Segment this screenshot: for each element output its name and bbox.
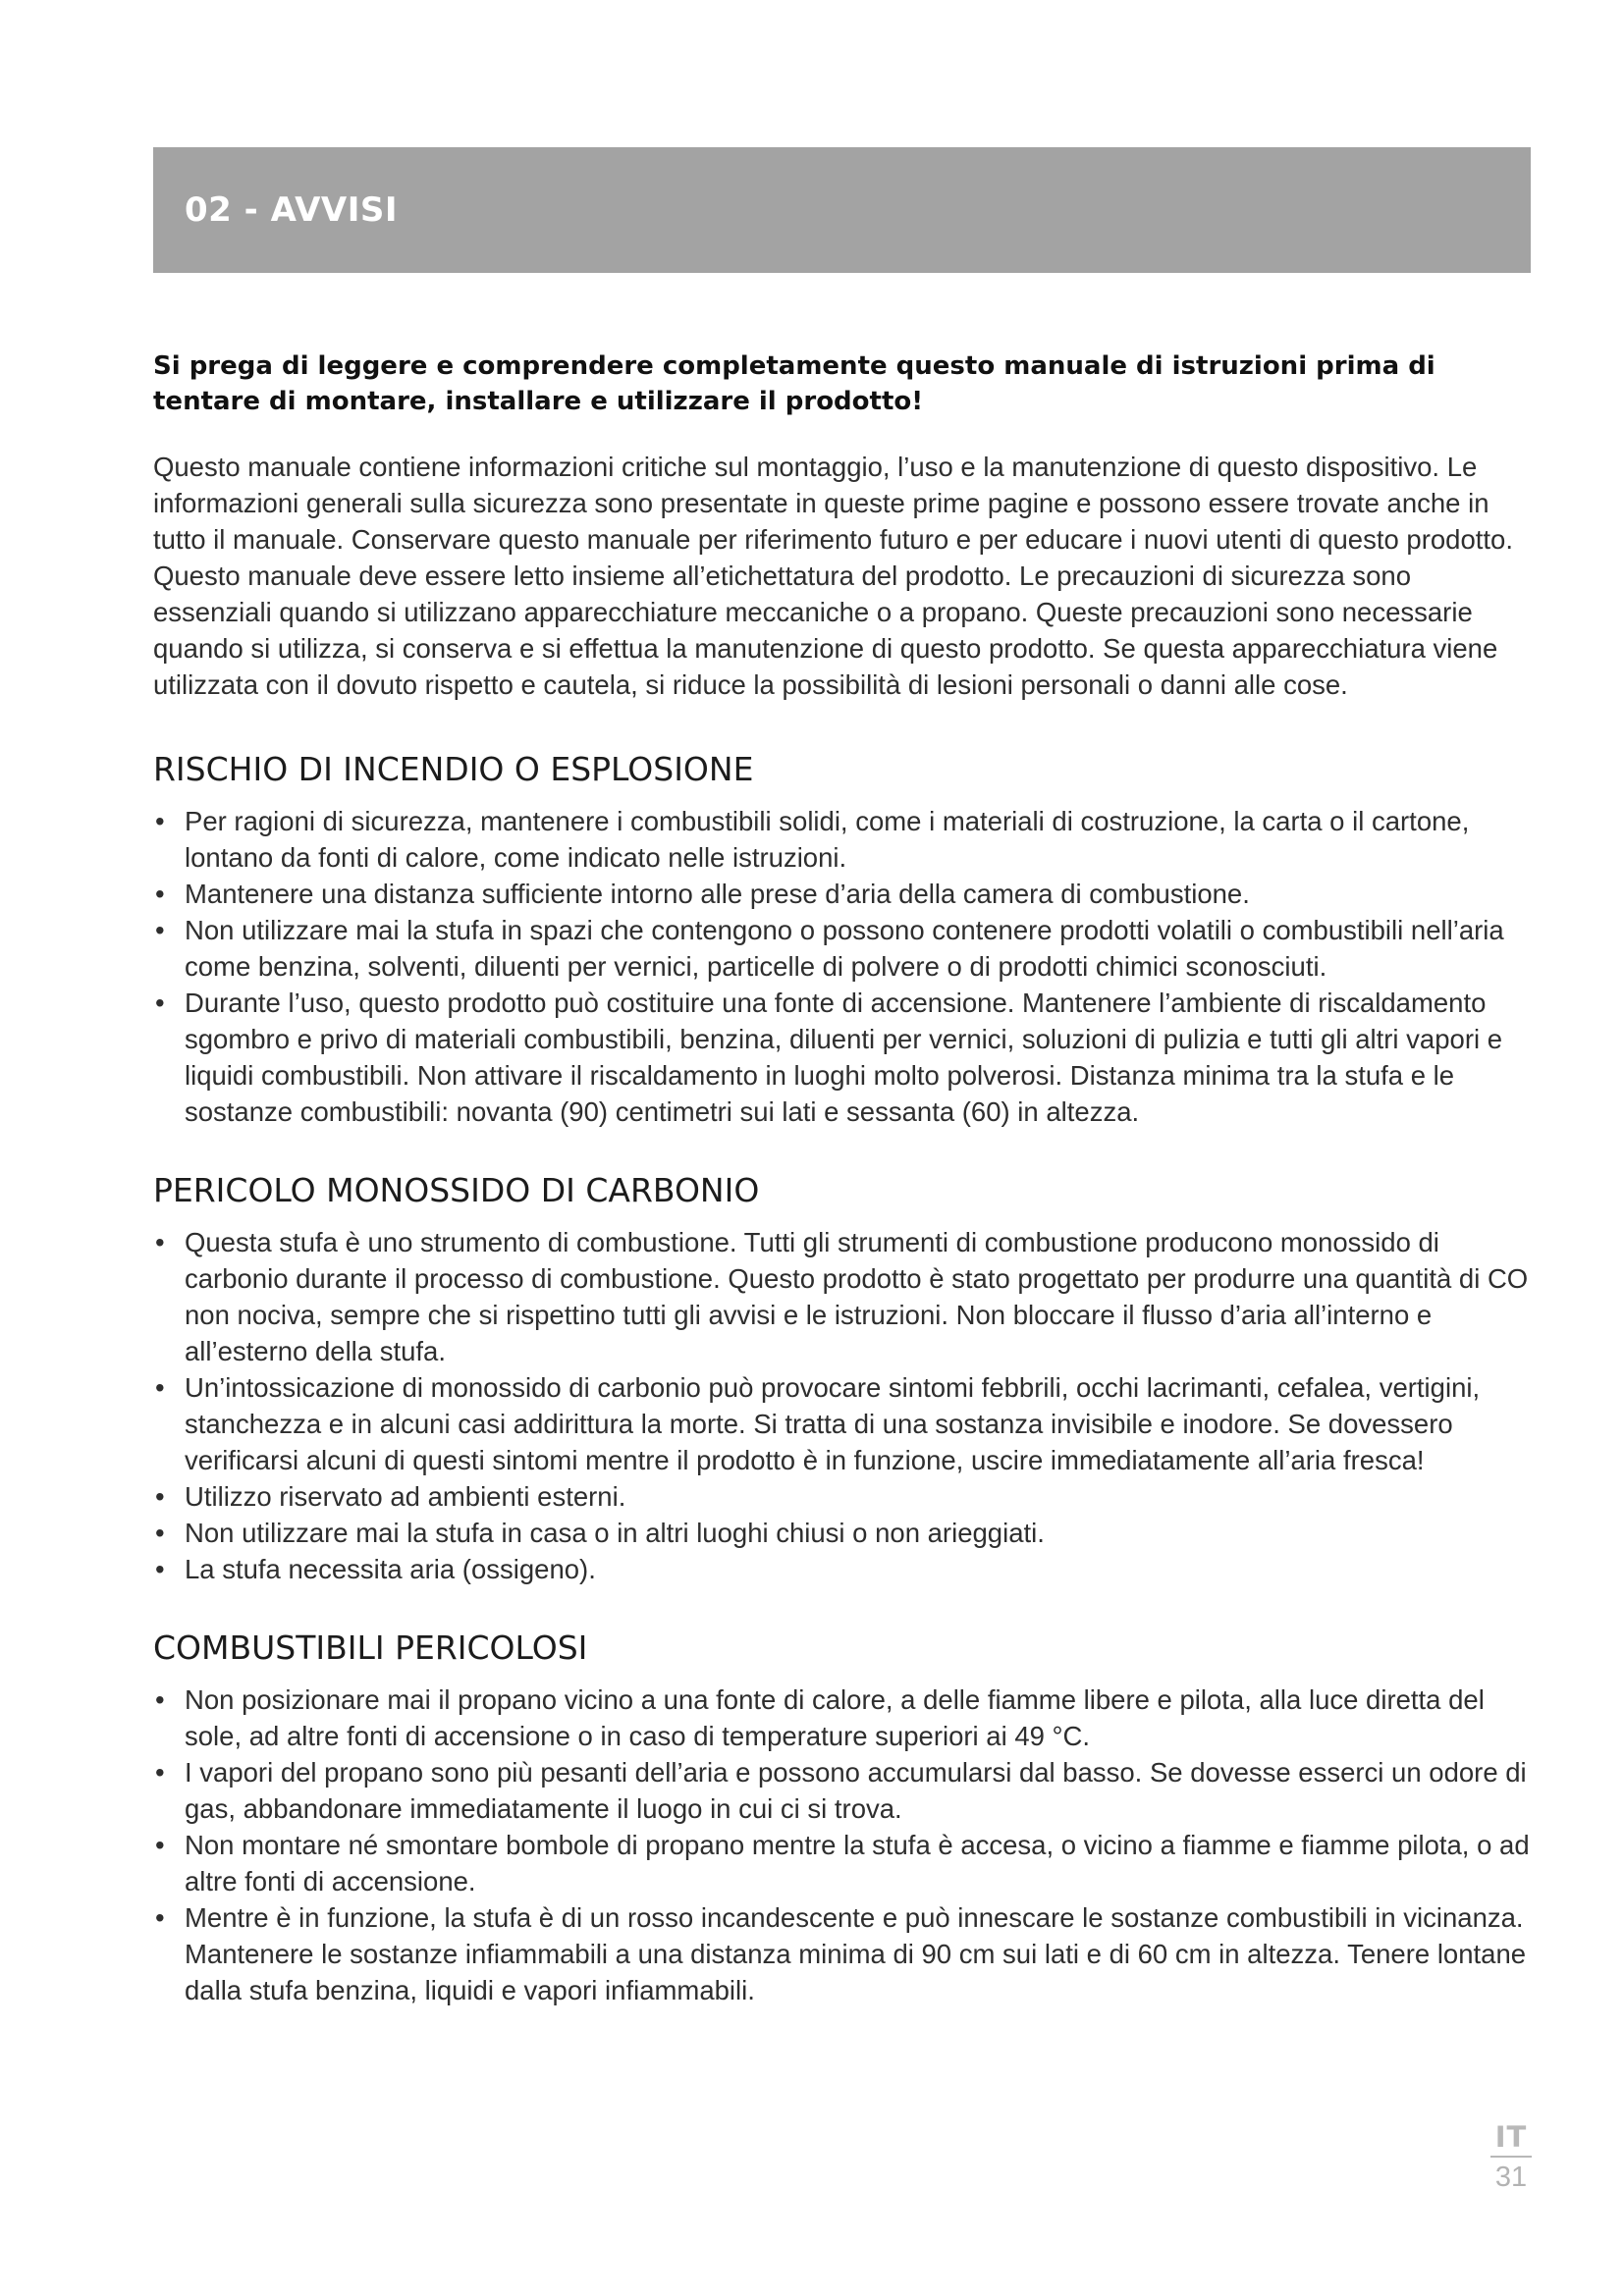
list-item xyxy=(153,1478,1531,1515)
bullet-icon: • xyxy=(155,1372,165,1403)
bullet-icon: • xyxy=(155,1684,165,1715)
page-marker-divider xyxy=(1490,2156,1532,2158)
fire-risk-list xyxy=(153,803,1531,1130)
list-item xyxy=(153,1827,1531,1899)
bullet-icon: • xyxy=(155,1902,165,1933)
bullet-icon: • xyxy=(155,1518,165,1548)
list-item-text: Non utilizzare mai la stufa in spazi che contengono o possono contenere prodotti volatili o combustibili nell’aria come benzina, solventi, diluenti per vernici, particelle di polvere o di prodotti chimici sconosciuti. xyxy=(185,915,1504,982)
bullet-icon: • xyxy=(155,1227,165,1257)
section-heading-dangerous-fuels: COMBUSTIBILI PERICOLOSI xyxy=(153,1629,588,1667)
list-item-text: Non posizionare mai il propano vicino a una fonte di calore, a delle fiamme libere e pilota, alla luce diretta del sole, ad altre fonti di accensione o in caso di temperature superiori ai 49 °C. xyxy=(185,1684,1485,1751)
list-item-text: Non utilizzare mai la stufa in casa o in altri luoghi chiusi o non arieggiati. xyxy=(185,1518,1045,1548)
list-item-text: Non montare né smontare bombole di propano mentre la stufa è accesa, o vicino a fiamme e fiamme pilota, o ad altre fonti di accensione. xyxy=(185,1830,1530,1896)
list-item-text: Per ragioni di sicurezza, mantenere i combustibili solidi, come i materiali di costruzione, la carta o il cartone, lontano da fonti di calore, come indicato nelle istruzioni. xyxy=(185,806,1470,873)
section-header-band xyxy=(153,147,1531,273)
list-item xyxy=(153,912,1531,985)
list-item-text: Utilizzo riservato ad ambienti esterni. xyxy=(185,1481,626,1512)
bullet-icon: • xyxy=(155,1757,165,1788)
section-heading-fire-risk: RISCHIO DI INCENDIO O ESPLOSIONE xyxy=(153,750,754,788)
bullet-icon: • xyxy=(155,1830,165,1860)
list-item xyxy=(153,803,1531,876)
list-item xyxy=(153,1515,1531,1551)
bullet-icon: • xyxy=(155,988,165,1018)
carbon-monoxide-list xyxy=(153,1224,1531,1587)
list-item-text: Mantenere una distanza sufficiente intorno alle prese d’aria della camera di combustione. xyxy=(185,879,1250,909)
page-number: 31 xyxy=(1494,2162,1528,2193)
page-marker xyxy=(1487,2120,1536,2193)
bullet-icon: • xyxy=(155,806,165,836)
list-item-text: Durante l’uso, questo prodotto può costituire una fonte di accensione. Mantenere l’ambiente di riscaldamento sgombro e privo di materiali combustibili, benzina, diluenti per vernici, soluzioni di pulizia e tutti gli altri vapori e liquidi combustibili. Non attivare il riscaldamento in luoghi molto polverosi. Distanza minima tra la stufa e le sostanze combustibili: novanta (90) centimetri sui lati e sessanta (60) in altezza. xyxy=(185,988,1503,1127)
list-item xyxy=(153,1899,1531,2008)
bullet-icon: • xyxy=(155,1481,165,1512)
bullet-icon: • xyxy=(155,1554,165,1584)
list-item-text: I vapori del propano sono più pesanti dell’aria e possono accumularsi dal basso. Se dovesse esserci un odore di gas, abbandonare immediatamente il luogo in cui ci si trova. xyxy=(185,1757,1527,1824)
list-item-text: La stufa necessita aria (ossigeno). xyxy=(185,1554,596,1584)
section-title: 02 - AVVISI xyxy=(185,190,399,230)
page-content xyxy=(153,348,1531,2050)
list-item xyxy=(153,1682,1531,1754)
section-heading-carbon-monoxide: PERICOLO MONOSSIDO DI CARBONIO xyxy=(153,1171,760,1209)
list-item xyxy=(153,1369,1531,1478)
intro-warning: Si prega di leggere e comprendere completamente questo manuale di istruzioni prima di tentare di montare, installare e utilizzare il prodotto! xyxy=(153,351,1435,416)
list-item xyxy=(153,985,1531,1130)
list-item xyxy=(153,1754,1531,1827)
bullet-icon: • xyxy=(155,915,165,945)
list-item xyxy=(153,1551,1531,1587)
intro-paragraph: Questo manuale contiene informazioni critiche sul montaggio, l’uso e la manutenzione di questo dispositivo. Le informazioni generali sulla sicurezza sono presentate in queste prime pagine e possono essere trovate anche in tutto il manuale. Conservare questo manuale per riferimento futuro e per educare i nuovi utenti di questo prodotto. Questo manuale deve essere letto insieme all’etichettatura del prodotto. Le precauzioni di sicurezza sono essenziali quando si utilizzano apparecchiature meccaniche o a propano. Queste precauzioni sono necessarie quando si utilizza, si conserva e si effettua la manutenzione di questo prodotto. Se questa apparecchiatura viene utilizzata con il dovuto rispetto e cautela, si riduce la possibilità di lesioni personali o danni alle cose. xyxy=(153,452,1513,700)
list-item-text: Un’intossicazione di monossido di carbonio può provocare sintomi febbrili, occhi lacrimanti, cefalea, vertigini, stanchezza e in alcuni casi addirittura la morte. Si tratta di una sostanza invisibile e inodore. Se dovessero verificarsi alcuni di questi sintomi mentre il prodotto è in funzione, uscire immediatamente all’aria fresca! xyxy=(185,1372,1481,1475)
list-item xyxy=(153,876,1531,912)
dangerous-fuels-list xyxy=(153,1682,1531,2008)
bullet-icon: • xyxy=(155,879,165,909)
list-item xyxy=(153,1224,1531,1369)
list-item-text: Questa stufa è uno strumento di combustione. Tutti gli strumenti di combustione producono monossido di carbonio durante il processo di combustione. Questo prodotto è stato progettato per produrre una quantità di CO non nociva, sempre che si rispettino tutti gli avvisi e le istruzioni. Non bloccare il flusso d’aria all’interno e all’esterno della stufa. xyxy=(185,1227,1529,1366)
language-code: IT xyxy=(1494,2120,1528,2154)
list-item-text: Mentre è in funzione, la stufa è di un rosso incandescente e può innescare le sostanze combustibili in vicinanza. Mantenere le sostanze infiammabili a una distanza minima di 90 cm sui lati e di 60 cm in altezza. Tenere lontane dalla stufa benzina, liquidi e vapori infiammabili. xyxy=(185,1902,1527,2005)
